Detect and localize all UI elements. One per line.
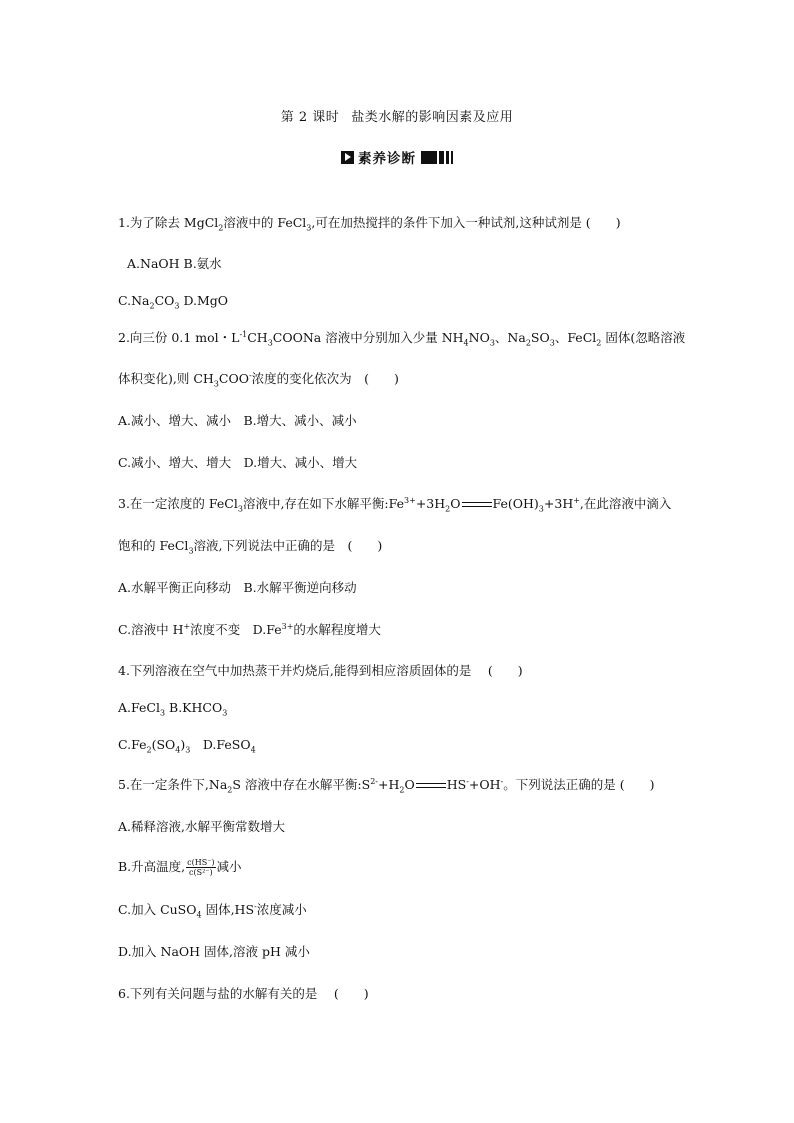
lesson-title: 盐类水解的影响因素及应用 xyxy=(351,110,514,125)
question-5-option-a: A.稀释溶液,水解平衡常数增大 xyxy=(118,819,285,834)
play-icon xyxy=(341,151,354,164)
question-1-options-ab: A.NaOH B.氨水 xyxy=(127,256,222,271)
question-5-option-d: D.加入 NaOH 固体,溶液 pH 减小 xyxy=(118,944,310,959)
question-1-stem: 1.为了除去 MgCl$_2$溶液中的 FeCl$_3$,可在加热搅拌的条件下加入一种试剂,这种试剂是 ( ) xyxy=(118,215,621,233)
question-4-options-cd: $C.Fe_2(SO_4)_3$ D.FeSO$_4$ xyxy=(118,737,256,755)
question-4-options-ab: A.FeCl$_3$ $B.KHCO_3$ xyxy=(118,700,228,718)
question-5-option-c: C.加入 CuSO$_4$ 固体,HS-浓度减小 xyxy=(118,901,307,920)
lesson-number: 第 2 课时 xyxy=(280,110,340,125)
question-2-stem-cont: 体积变化),则 $CH_3COO^-$浓度的变化依次为 ( ) xyxy=(118,370,399,389)
question-2-options-ab: A.减小、增大、减小 B.增大、减小、减小 xyxy=(118,413,357,428)
question-1-options-cd: $C.Na_2CO_3$ D.MgO xyxy=(118,293,229,311)
question-6-stem: 6.下列有关问题与盐的水解有关的是 ( ) xyxy=(118,986,369,1001)
question-3-options-ab: A.水解平衡正向移动 B.水解平衡逆向移动 xyxy=(118,580,357,595)
banner-label: 素养诊断 xyxy=(358,151,416,167)
question-2-options-cd: C.减小、增大、增大 D.增大、减小、增大 xyxy=(118,455,358,470)
question-5-option-b: B.升高温度, $\frac{c(HS^-)}{\text{c(S²⁻)}}$ 减小 xyxy=(118,858,242,877)
question-3-stem-cont: 饱和的 FeCl$_3$溶液,下列说法中正确的是 ( ) xyxy=(118,538,383,556)
equilibrium-arrow-icon xyxy=(462,501,492,509)
question-3-options-cd: C.溶液中 H+浓度不变 $D.Fe^{3+}$的水解程度增大 xyxy=(118,621,381,637)
question-2-stem: 2.向三份 0.1 mol・$L^{-1}CH_3COONa$ 溶液中分别加入少量 $NH_4NO_3$、$Na_2SO_3$、FeCl$_2$ 固体(忽略溶液 xyxy=(118,329,686,348)
page-title xyxy=(0,106,794,125)
decorative-bars-icon xyxy=(421,151,453,164)
question-3-stem: 3.在一定浓度的 FeCl$_3$溶液中,存在如下水解平衡$:Fe^{3+}+3H_2O$ $Fe(OH)_3+3H^+$,在此溶液中滴入 xyxy=(118,495,672,514)
question-4-stem: 4.下列溶液在空气中加热蒸干并灼烧后,能得到相应溶质固体的是 ( ) xyxy=(118,663,523,678)
equilibrium-arrow-icon xyxy=(416,782,446,790)
section-banner xyxy=(341,148,453,166)
concentration-ratio-fraction: $\frac{c(HS^-)}{\text{c(S²⁻)}}$ xyxy=(187,858,215,877)
question-5-stem: 5.在一定条件下$,Na_2S$ 溶液中存在水解平衡$:S^{2-}+H_2O$ HS-+OH-。下列说法正确的是 ( ) xyxy=(118,776,655,795)
